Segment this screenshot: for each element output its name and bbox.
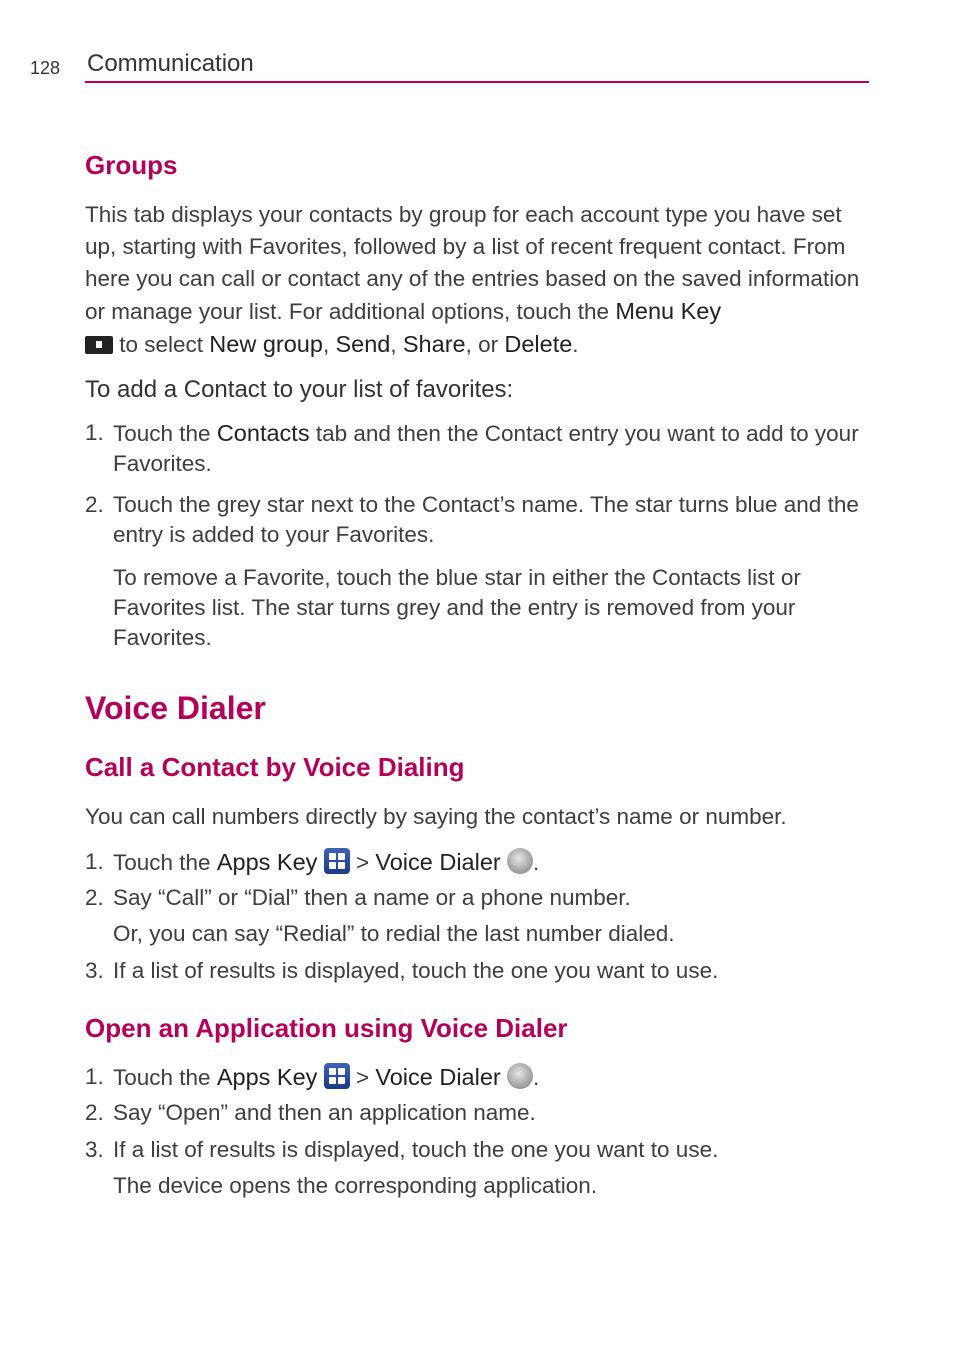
step-number: 1. [85, 849, 104, 874]
apps-key-icon [324, 848, 350, 874]
call-step-2-extra [85, 919, 875, 949]
groups-paragraph [85, 199, 875, 361]
call-contact-heading: Call a Contact by Voice Dialing [85, 752, 465, 782]
send-label: Send [335, 331, 391, 357]
header-rule [85, 81, 869, 83]
step-text: Touch the grey star next to the Contact’s name. The star turns blue and the entry is added to your Favorites. [113, 492, 859, 547]
step-extra-text: Or, you can say “Redial” to redial the last number dialed. [113, 921, 675, 946]
step-number: 2. [85, 885, 104, 910]
step-text: If a list of results is displayed, touch the one you want to use. [113, 1137, 719, 1162]
voice-dialer-title: Voice Dialer [85, 690, 266, 726]
step-text: Say “Call” or “Dial” then a name or a phone number. [113, 885, 631, 910]
step-text-b: tab and then the Contact entry you want to add to your Favorites. [113, 421, 859, 476]
voice-dialer-label: Voice Dialer [375, 1064, 501, 1090]
call-step-1 [85, 847, 875, 878]
step-text [113, 847, 875, 878]
step-text-a: Touch the [113, 1065, 217, 1090]
or-text: , or [465, 332, 505, 357]
period: . [533, 1065, 540, 1090]
menu-key-icon [85, 336, 113, 354]
period: . [533, 850, 540, 875]
apps-key-label: Apps Key [216, 1064, 318, 1090]
step-text [113, 418, 875, 479]
running-header: Communication [87, 50, 254, 77]
step-number: 2. [85, 1100, 104, 1125]
step-text-a: Touch the [113, 850, 217, 875]
voice-dialer-label: Voice Dialer [375, 849, 501, 875]
step-number: 1. [85, 420, 104, 445]
period: . [572, 332, 579, 357]
step-text [113, 1062, 875, 1093]
contacts-label: Contacts [216, 420, 310, 446]
voice-dialer-icon [507, 848, 533, 874]
call-intro: You can call numbers directly by saying the contact’s name or number. [85, 804, 787, 829]
open-step-3-extra [85, 1171, 875, 1201]
call-step-3 [85, 956, 875, 986]
open-step-3 [85, 1135, 875, 1165]
groups-heading: Groups [85, 150, 178, 180]
delete-label: Delete [504, 331, 573, 357]
share-label: Share [402, 331, 466, 357]
comma-2: , [390, 332, 403, 357]
separator: > [349, 850, 376, 875]
comma-1: , [322, 332, 336, 357]
favorites-step-1 [85, 418, 875, 479]
step-number: 3. [85, 1137, 104, 1162]
remove-favorite-note [85, 563, 875, 653]
groups-text-a: This tab displays your contacts by group for each account type you have set up, starting with Favorites, followed by a list of recent frequent contact. From here you can call or contact any of the entries based on the saved information or manage your list. For additional options, touch the [85, 202, 860, 324]
favorites-step-2 [85, 490, 875, 550]
step-number: 1. [85, 1064, 104, 1089]
open-app-heading: Open an Application using Voice Dialer [85, 1013, 568, 1043]
note-text: To remove a Favorite, touch the blue star in either the Contacts list or Favorites list. The star turns grey and the entry is removed from your Favorites. [113, 565, 801, 650]
apps-key-icon [324, 1063, 350, 1089]
groups-text-b: to select [113, 332, 210, 357]
step-text: If a list of results is displayed, touch the one you want to use. [113, 958, 719, 983]
step-number: 3. [85, 958, 104, 983]
favorites-subheading: To add a Contact to your list of favorites: [85, 376, 514, 403]
step-text-a: Touch the [113, 421, 217, 446]
apps-key-label: Apps Key [216, 849, 318, 875]
voice-dialer-icon [507, 1063, 533, 1089]
open-step-1 [85, 1062, 875, 1093]
menu-key-label: Menu Key [615, 298, 722, 324]
page-number: 128 [30, 58, 61, 78]
open-step-2 [85, 1098, 875, 1128]
call-step-2 [85, 883, 875, 913]
step-extra-text: The device opens the corresponding application. [113, 1173, 598, 1198]
step-text: Say “Open” and then an application name. [113, 1100, 536, 1125]
step-number: 2. [85, 492, 104, 517]
new-group-label: New group [209, 331, 323, 357]
separator: > [349, 1065, 376, 1090]
